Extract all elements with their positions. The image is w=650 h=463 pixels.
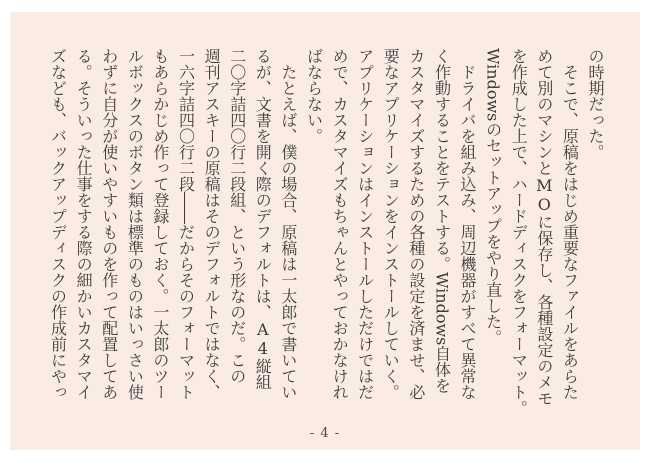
text-run: の時期だった。 bbox=[586, 48, 605, 160]
text-column bbox=[378, 48, 404, 426]
page-number: - 4 - bbox=[309, 426, 341, 441]
book-page bbox=[10, 12, 640, 450]
text-run: 二〇字詰四〇行二段組、という形なのだ。この bbox=[227, 48, 247, 384]
text-run: 週刊アスキーの原稿はそのデフォルトではなく、 bbox=[202, 48, 222, 400]
text-column bbox=[250, 48, 276, 426]
text-run: るが、文書を開く際のデフォルトは、 bbox=[253, 48, 273, 320]
text-run: 縦組 bbox=[253, 358, 273, 390]
text-column bbox=[557, 48, 583, 426]
upright-latin-run: A4 bbox=[253, 320, 273, 358]
text-run: アプリケーションはインストールしただけではだ bbox=[355, 48, 375, 400]
text-column bbox=[326, 48, 352, 426]
text-run: る。そういった仕事をする際の細かいカスタマイ bbox=[74, 48, 94, 400]
text-column bbox=[71, 48, 97, 426]
text-run: もあらかじめ作って登録しておく。一太郎のツー bbox=[150, 48, 170, 400]
text-column bbox=[45, 48, 71, 426]
text-column bbox=[454, 48, 480, 426]
text-column bbox=[173, 48, 199, 426]
text-column bbox=[429, 48, 455, 426]
text-run: ドライバを組み込み、周辺機器がすべて異常な bbox=[458, 64, 478, 400]
text-run: を作成した上で、ハードディスクをフォーマット。 bbox=[509, 48, 529, 416]
text-run: ばならない。 bbox=[304, 48, 324, 144]
text-run: ズなども、バックアップディスクの作成前にやっ bbox=[48, 48, 68, 400]
text-column bbox=[403, 48, 429, 426]
text-run: たとえば、僕の場合、原稿は一太郎で書いてい bbox=[278, 64, 298, 400]
text-run: めて別のマシンと bbox=[534, 48, 554, 176]
text-run: 要なアプリケーションをインストールしていく。 bbox=[381, 48, 401, 400]
text-column bbox=[96, 48, 122, 426]
text-run: カスタマイズするための各種の設定を済ませ、必 bbox=[406, 48, 426, 400]
text-run: そこで、原稿をはじめ重要なファイルをあらた bbox=[560, 64, 580, 400]
text-column bbox=[582, 48, 608, 426]
vertical-text-area bbox=[45, 48, 608, 426]
text-run: めで、カスタマイズもちゃんとやっておかなけれ bbox=[330, 48, 350, 400]
text-column bbox=[480, 48, 506, 426]
text-column bbox=[224, 48, 250, 426]
text-column bbox=[531, 48, 557, 426]
text-column bbox=[147, 48, 173, 426]
text-column bbox=[352, 48, 378, 426]
text-run: 一六字詰四〇行二段――だからそのフォーマット bbox=[176, 48, 196, 400]
text-run: わずに自分が使いやすいものを作って配置してあ bbox=[99, 48, 119, 400]
text-run: ルボックスのボタン類は標準のものはいっさい使 bbox=[125, 48, 145, 400]
text-column bbox=[275, 48, 301, 426]
text-column bbox=[506, 48, 532, 426]
text-column bbox=[122, 48, 148, 426]
text-column bbox=[301, 48, 327, 426]
upright-latin-run: MO bbox=[534, 176, 554, 214]
text-column bbox=[199, 48, 225, 426]
text-run: く作動することをテストする。Windows自体を bbox=[432, 48, 452, 394]
text-run: Windowsのセットアップをやり直した。 bbox=[483, 48, 503, 346]
text-run: に保存し、各種設定のメモ bbox=[534, 214, 554, 406]
